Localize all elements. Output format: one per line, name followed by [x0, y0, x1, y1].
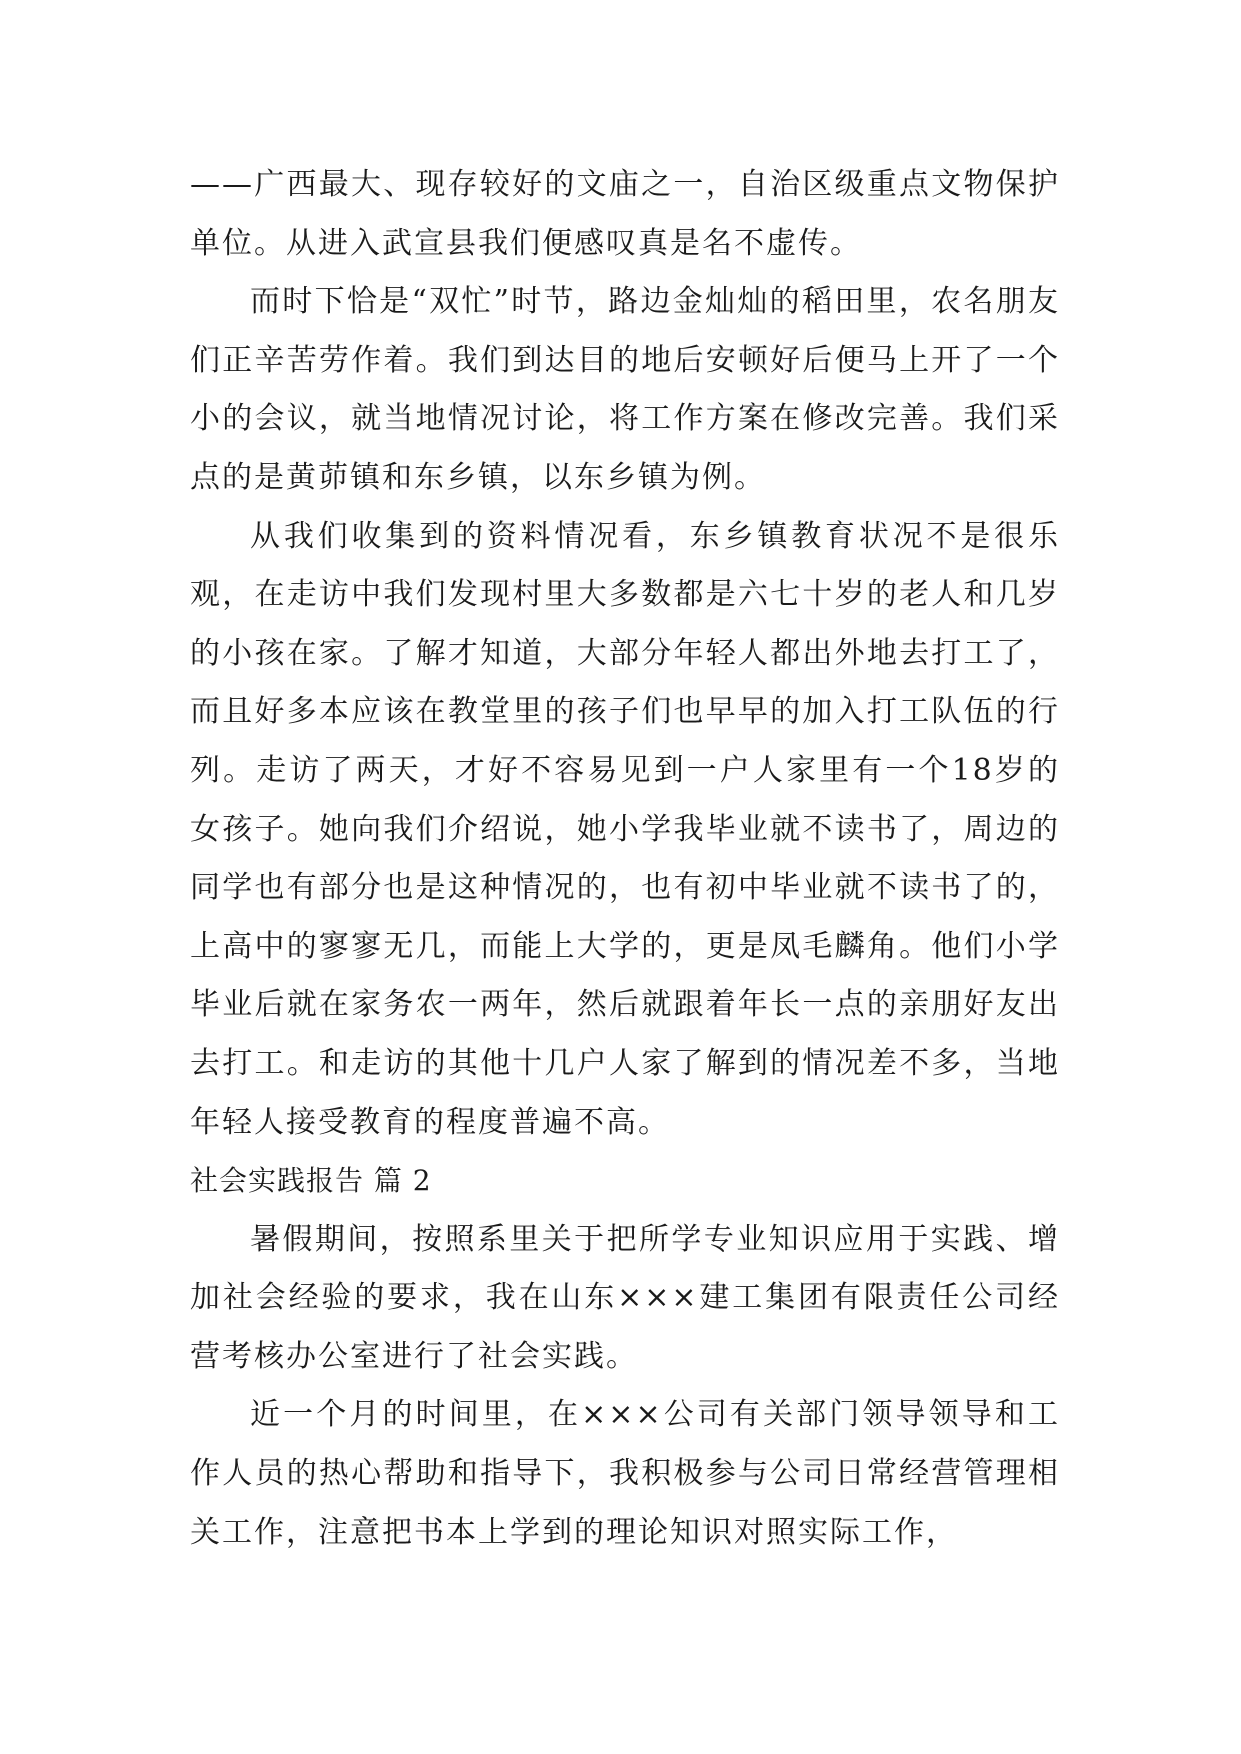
paragraph: 而时下恰是“双忙”时节，路边金灿灿的稻田里，农名朋友们正辛苦劳作着。我们到达目的地后安顿好后便马上开了一个小的会议，就当地情况讨论，将工作方案在修改完善。我们采点的是黄茆镇和东乡镇，以东乡镇为例。 [190, 284, 1060, 495]
paragraph-continuation: ——广西最大、现存较好的文庙之一，自治区级重点文物保护单位。从进入武宣县我们便感叹真是名不虚传。 [190, 167, 1060, 261]
document-body [190, 156, 1060, 1562]
paragraph: 近一个月的时间里，在×××公司有关部门领导领导和工作人员的热心帮助和指导下，我积极参与公司日常经营管理相关工作，注意把书本上学到的理论知识对照实际工作， [190, 1397, 1060, 1550]
paragraph: 暑假期间，按照系里关于把所学专业知识应用于实践、增加社会经验的要求，我在山东×××建工集团有限责任公司经营考核办公室进行了社会实践。 [190, 1221, 1060, 1374]
paragraph: 从我们收集到的资料情况看，东乡镇教育状况不是很乐观，在走访中我们发现村里大多数都是六七十岁的老人和几岁的小孩在家。了解才知道，大部分年轻人都出外地去打工了，而且好多本应该在教堂里的孩子们也早早的加入打工队伍的行列。走访了两天，才好不容易见到一户人家里有一个18岁的女孩子。她向我们介绍说，她小学我毕业就不读书了，周边的同学也有部分也是这种情况的，也有初中毕业就不读书了的，上高中的寥寥无几，而能上大学的，更是凤毛麟角。他们小学毕业后就在家务农一两年，然后就跟着年长一点的亲朋好友出去打工。和走访的其他十几户人家了解到的情况差不多，当地年轻人接受教育的程度普遍不高。 [190, 518, 1060, 1140]
section-heading: 社会实践报告 篇 2 [190, 1164, 432, 1198]
